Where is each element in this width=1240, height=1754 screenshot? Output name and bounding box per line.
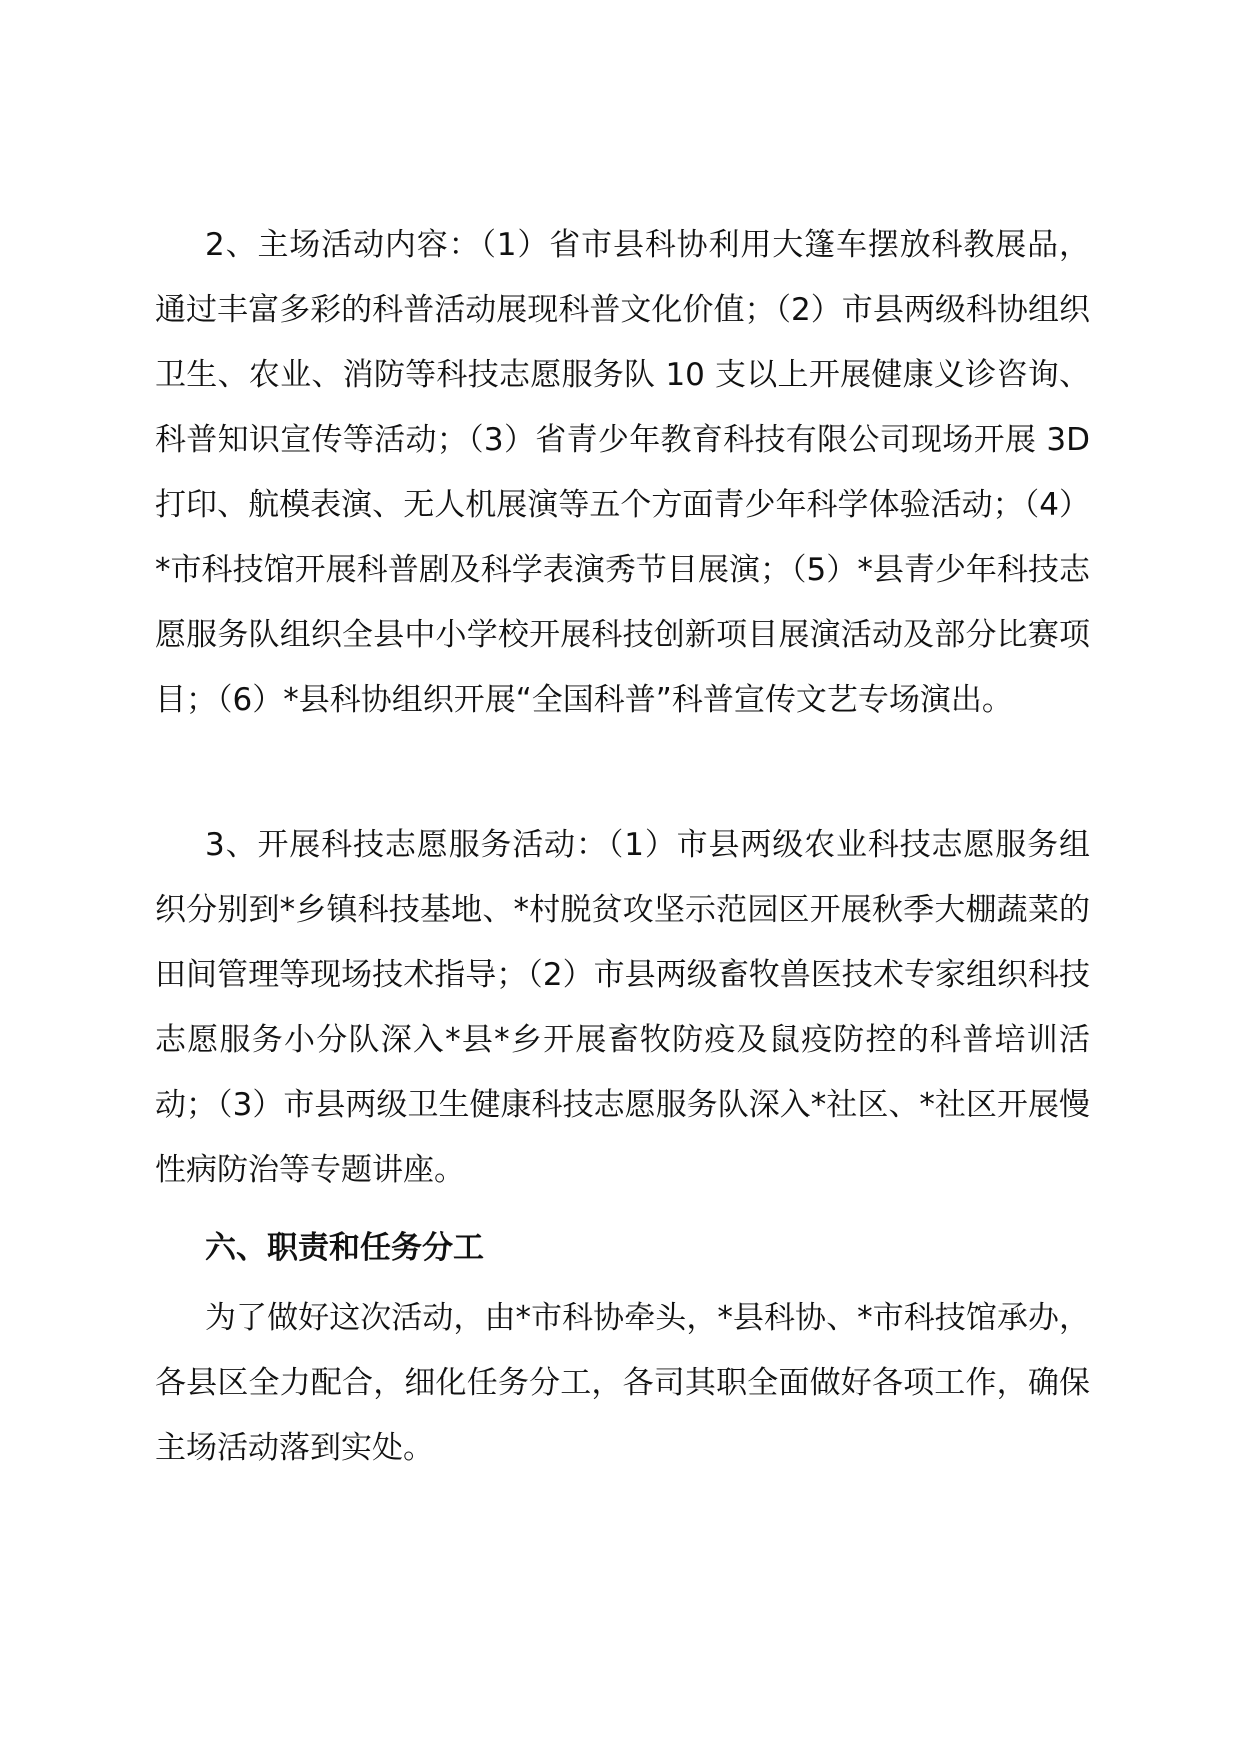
paragraph-main-activity: 2、主场活动内容：（1）省市县科协利用大篷车摆放科教展品，通过丰富多彩的科普活动展现科普文化价值；（2）市县两级科协组织卫生、农业、消防等科技志愿服务队 10 支以上开展健康义诊咨询、科普知识宣传等活动；（3）省青少年教育科技有限公司现场开展 3D 打印、航模表演、无人机展演等五个方面青少年科学体验活动；（4）*市科技馆开展科普剧及科学表演秀节目展演；（5）*县青少年科技志愿服务队组织全县中小学校开展科技创新项目展演活动及部分比赛项目；（6）*县科协组织开展“全国科普”科普宣传文艺专场演出。 [155,227,1090,718]
section-heading-responsibilities: 六、职责和任务分工 [205,1230,484,1266]
paragraph-volunteer-service: 3、开展科技志愿服务活动：（1）市县两级农业科技志愿服务组织分别到*乡镇科技基地、*村脱贫攻坚示范园区开展秋季大棚蔬菜的田间管理等现场技术指导；（2）市县两级畜牧兽医技术专家组织科技志愿服务小分队深入*县*乡开展畜牧防疫及鼠疫防控的科普培训活动；（3）市县两级卫生健康科技志愿服务队深入*社区、*社区开展慢性病防治等专题讲座。 [155,827,1090,1188]
paragraph-responsibilities: 为了做好这次活动，由*市科协牵头，*县科协、*市科技馆承办，各县区全力配合，细化任务分工，各司其职全面做好各项工作，确保主场活动落到实处。 [155,1300,1090,1466]
